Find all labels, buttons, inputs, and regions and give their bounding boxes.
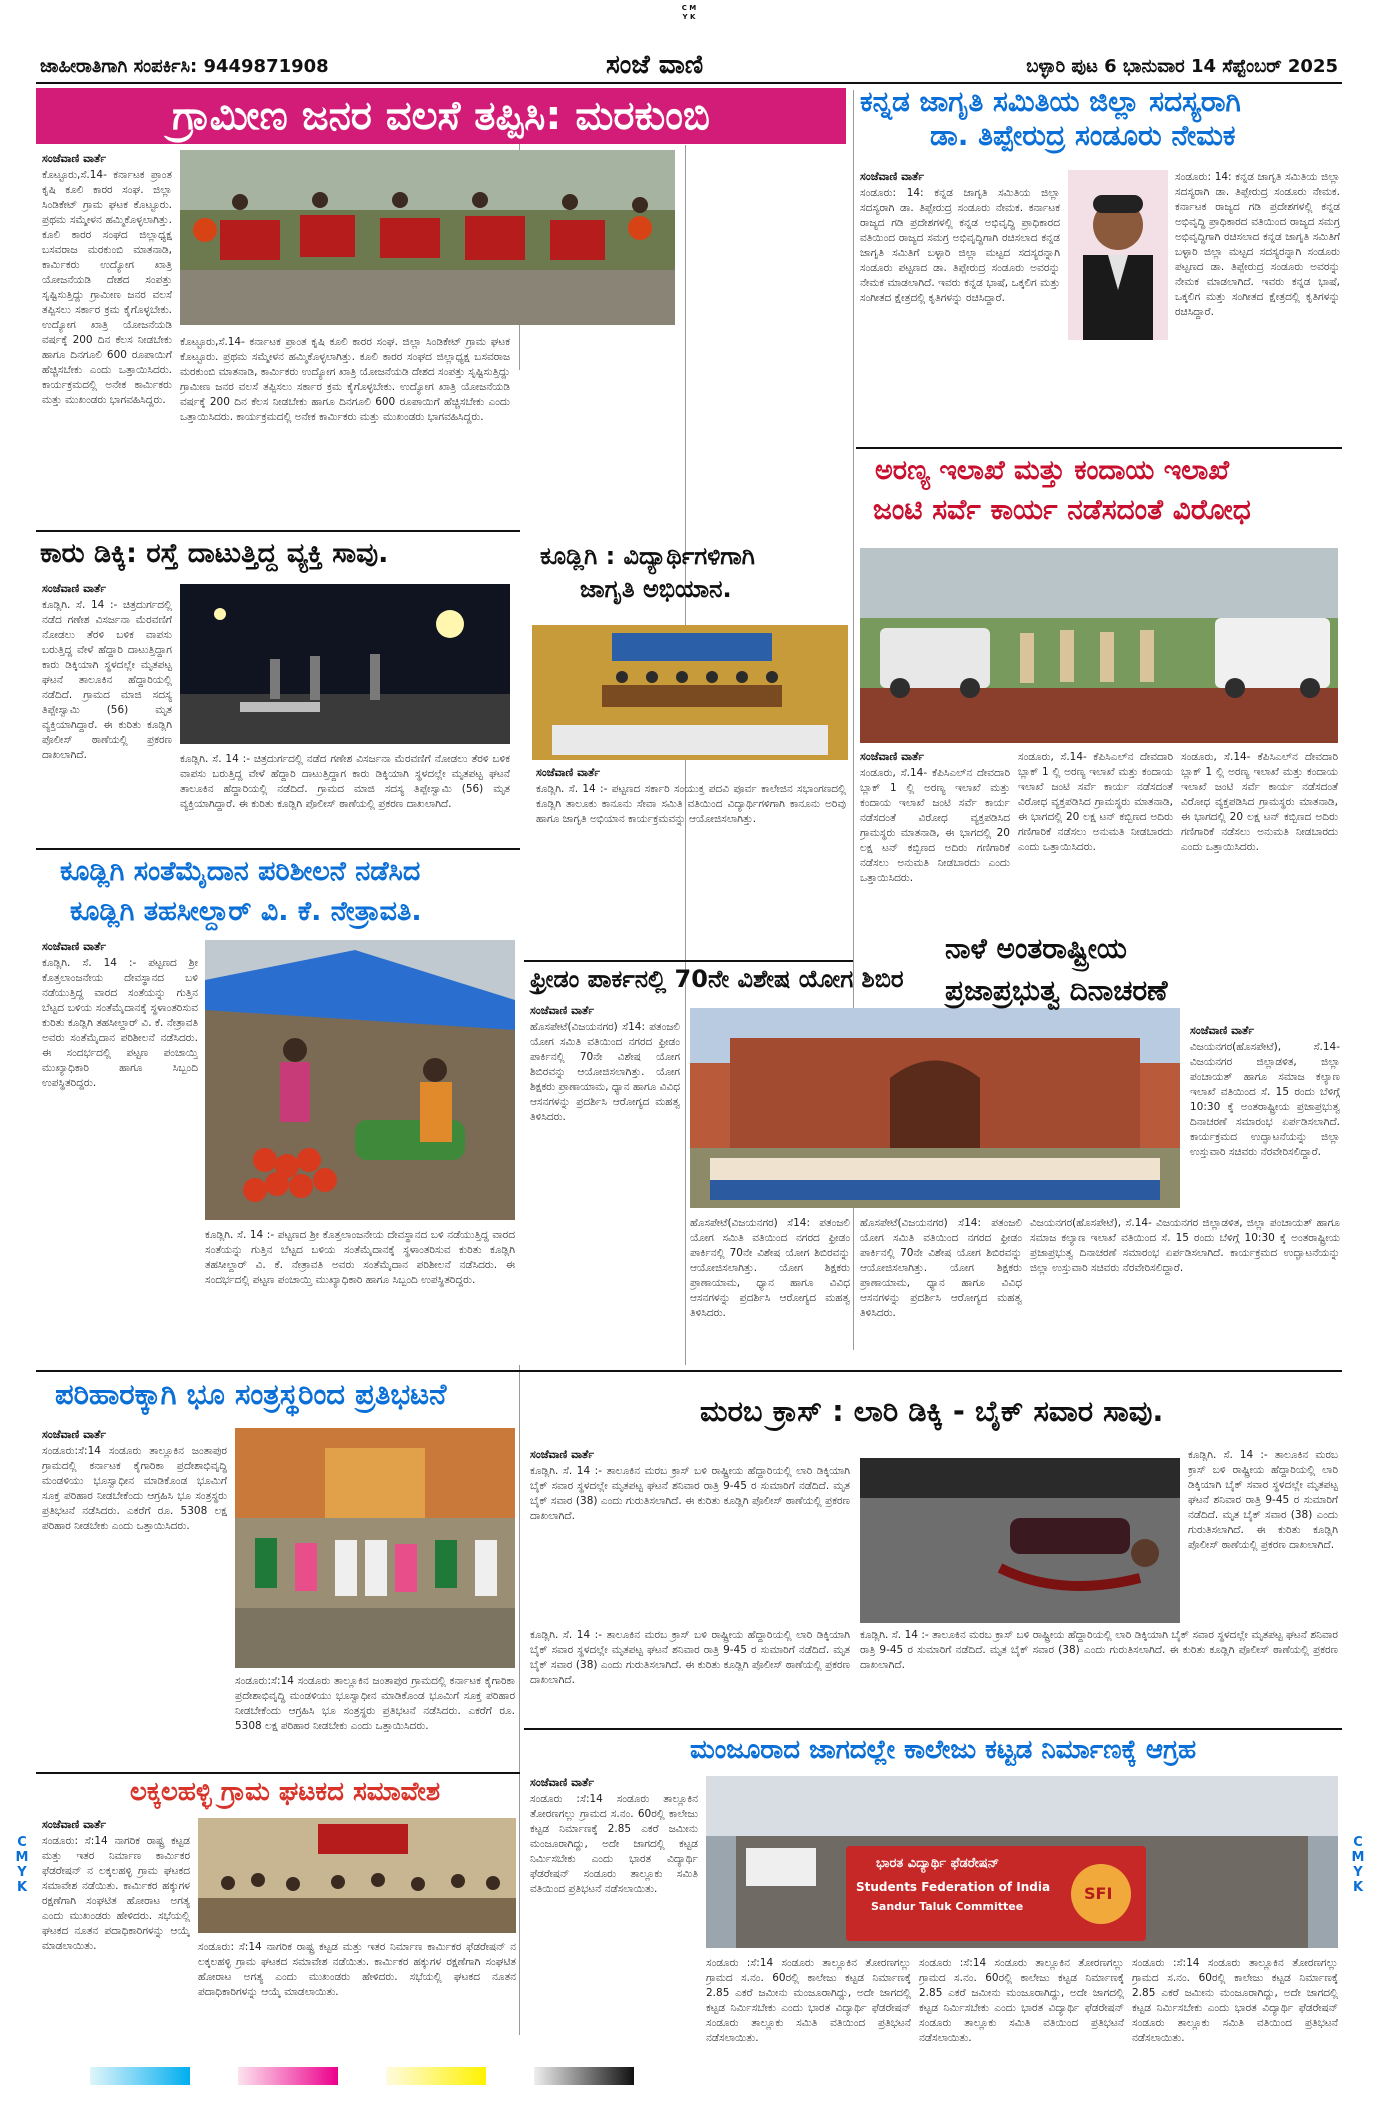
- headline-a7: ಫ್ರೀಡಂ ಪಾರ್ಕನಲ್ಲಿ 70ನೇ ವಿಶೇಷ ಯೋಗ ಶಿಬಿರ: [530, 965, 904, 993]
- byline-a8: ಸಂಜೆವಾಣಿ ವಾರ್ತೆ: [1190, 1024, 1255, 1037]
- photo-accident-victim: [860, 1458, 1180, 1623]
- divider: [524, 1728, 1342, 1730]
- page-header: [36, 50, 1342, 84]
- body-a8-cont: ವಿಜಯನಗರ(ಹೊಸಪೇಟೆ), ಸೆ.14- ವಿಜಯನಗರ ಜಿಲ್ಲಾಡಳಿತ, ಜಿಲ್ಲಾ ಪಂಚಾಯತ್ ಹಾಗೂ ಸಮಾಜ ಕಲ್ಯಾಣ ಇಲಾಖೆ ವತಿಯಿಂದ ಸೆ. 15 ರಂದು ಬೆಳಿಗ್ಗೆ 10:30 ಕ್ಕೆ ಅಂತರಾಷ್ಟ್ರೀಯ ಪ್ರಜಾಪ್ರಭುತ್ವ ದಿನಾಚರಣೆ ಸಮಾರಂಭ ಏರ್ಪಡಿಸಲಾಗಿದೆ. ಕಾರ್ಯಕ್ರಮದ ಉದ್ಘಾಟನೆಯನ್ನು ಜಿಲ್ಲಾ ಉಸ್ತುವಾರಿ ಸಚಿವರು ನೆರವೇರಿಸಲಿದ್ದಾರೆ.: [1030, 1217, 1340, 1274]
- market-svg: [205, 940, 515, 1220]
- body-a3: ಕೂಡ್ಲಿಗಿ. ಸೆ. 14 :- ಚಿತ್ರದುರ್ಗದಲ್ಲಿ ನಡೆದ ಗಣೇಶ ವಿಸರ್ಜನಾ ಮೆರವಣಿಗೆ ನೋಡಲು ತೆರಳಿ ಬಳಿಕ ವಾಪಸು ಬರುತ್ತಿದ್ದ ವೇಳೆ ಹೆದ್ದಾರಿ ದಾಟುತ್ತಿದ್ದಾಗ ಕಾರು ಡಿಕ್ಕಿಯಾಗಿ ಸ್ಥಳದಲ್ಲೇ ಮೃತಪಟ್ಟ ಘಟನೆ ತಾಲೂಕಿನ ಹೆದ್ದಾರಿಯಲ್ಲಿ ನಡೆದಿದೆ. ಗ್ರಾಮದ ಮಾಜಿ ಸದಸ್ಯ ತಿಪ್ಪೇಸ್ವಾಮಿ (56) ಮೃತ ವ್ಯಕ್ತಿಯಾಗಿದ್ದಾರೆ. ಈ ಕುರಿತು ಕೂಡ್ಲಿಗಿ ಪೊಲೀಸ್ ಠಾಣೆಯಲ್ಲಿ ಪ್ರಕರಣ ದಾಖಲಾಗಿದೆ.: [42, 599, 172, 761]
- headline-a12: ಮಂಜೂರಾದ ಜಾಗದಲ್ಲೇ ಕಾಲೇಜು ಕಟ್ಟಡ ನಿರ್ಮಾಣಕ್ಕೆ ಆಗ್ರಹ: [690, 1735, 1197, 1765]
- masthead-logo: ಸಂಜೆ ವಾಣಿ: [606, 50, 704, 80]
- headline-a11: ಲಕ್ಕಲಹಳ್ಳಿ ಗ್ರಾಮ ಘಟಕದ ಸಮಾವೇಶ: [130, 1777, 441, 1807]
- body-a2-cont: ಸಂಡೂರು: 14: ಕನ್ನಡ ಜಾಗೃತಿ ಸಮಿತಿಯ ಜಿಲ್ಲಾ ಸದಸ್ಯರಾಗಿ ಡಾ. ತಿಪ್ಪೇರುದ್ರ ಸಂಡೂರು ನೇಮಕ. ಕರ್ನಾಟಕ ರಾಜ್ಯದ ಗಡಿ ಪ್ರದೇಶಗಳಲ್ಲಿ ಕನ್ನಡ ಅಭಿವೃದ್ಧಿ ಪ್ರಾಧಿಕಾರದ ವತಿಯಿಂದ ರಾಜ್ಯದ ಸಮಗ್ರ ಅಭಿವೃದ್ಧಿಗಾಗಿ ರಚಿಸಲಾದ ಕನ್ನಡ ಜಾಗೃತಿ ಸಮಿತಿಗೆ ಬಳ್ಳಾರಿ ಜಿಲ್ಲಾ ಮಟ್ಟದ ಸದಸ್ಯರನ್ನಾಗಿ ಸಂಡೂರು ಪಟ್ಟಣದ ಡಾ. ತಿಪ್ಪೇರುದ್ರ ಸಂಡೂರು ಅವರನ್ನು ನೇಮಕ ಮಾಡಲಾಗಿದೆ. ಇವರು ಕನ್ನಡ ಭಾಷೆ, ಒಕ್ಕಲಿಗ ಮತ್ತು ಸಂಗೀತದ ಕ್ಷೇತ್ರದಲ್ಲಿ ಕೃತಿಗಳನ್ನು ರಚಿಸಿದ್ದಾರೆ.: [1175, 171, 1340, 318]
- byline-a4: ಸಂಜೆವಾಣಿ ವಾರ್ತೆ: [536, 766, 601, 779]
- banner-line-3: Sandur Taluk Committee: [871, 1900, 1024, 1913]
- body-a6-cont: ಕೂಡ್ಲಿಗಿ. ಸೆ. 14 :- ಪಟ್ಟಣದ ಶ್ರೀ ಕೊತ್ತಲಾಂಜನೇಯ ದೇವಸ್ಥಾನದ ಬಳಿ ನಡೆಯುತ್ತಿದ್ದ ವಾರದ ಸಂತೆಯನ್ನು ಗುತ್ತಿನ ಬೆಟ್ಟದ ಬಳಿಯ ಸಂತೆಮೈದಾನಕ್ಕೆ ಸ್ಥಳಾಂತರಿಸುವ ಕುರಿತು ಕೂಡ್ಲಿಗಿ ತಹಸೀಲ್ದಾರ್ ವಿ. ಕೆ. ನೇತ್ರಾವತಿ ಅವರು ಸಂತೆಮೈದಾನ ಪರಿಶೀಲನೆ ನಡೆಸಿದರು. ಈ ಸಂದರ್ಭದಲ್ಲಿ ಪಟ್ಟಣ ಪಂಚಾಯ್ತಿ ಮುಖ್ಯಾಧಿಕಾರಿ ಹಾಗೂ ಸಿಬ್ಬಂದಿ ಉಪಸ್ಥಿತರಿದ್ದರು.: [205, 1229, 515, 1286]
- yoga-svg: [690, 1008, 1180, 1208]
- byline-a9: ಸಂಜೆವಾಣಿ ವಾರ್ತೆ: [42, 1428, 107, 1441]
- photo-protest-group-svg: [180, 150, 675, 325]
- photo-vegetable-market: [205, 940, 515, 1220]
- headline-a4: ಕೂಡ್ಲಿಗಿ : ವಿದ್ಯಾರ್ಥಿಗಳಿಗಾಗಿ: [540, 542, 755, 570]
- headline-a2-line2: ಡಾ. ತಿಪ್ಪೇರುದ್ರ ಸಂಡೂರು ನೇಮಕ: [930, 119, 1236, 152]
- headline-a10: ಮರಬ ಕ್ರಾಸ್ : ಲಾರಿ ಡಿಕ್ಕಿ - ಬೈಕ್ ಸವಾರ ಸಾವು.: [700, 1394, 1164, 1428]
- temple-svg: [235, 1428, 515, 1668]
- cmyk-side-left: C M Y K: [15, 1835, 29, 1895]
- body-a1: ಕೊಟ್ಟೂರು,ಸೆ.14- ಕರ್ನಾಟಕ ಪ್ರಾಂತ ಕೃಷಿ ಕೂಲಿ ಕಾರರ ಸಂಘ. ಜಿಲ್ಲಾ ಸಿಂಡಿಕೇಟ್ ಗ್ರಾಮ ಘಟಕ ಕೊಟ್ಟೂರು. ಪ್ರಥಮ ಸಮ್ಮೇಳನ ಹಮ್ಮಿಕೊಳ್ಳಲಾಗಿತ್ತು. ಕೂಲಿ ಕಾರರ ಸಂಘದ ಜಿಲ್ಲಾಧ್ಯಕ್ಷ ಬಸವರಾಜ ಮರಕುಂಬಿ ಮಾತನಾಡಿ, ಕಾರ್ಮಿಕರು ಉದ್ಯೋಗ ಖಾತ್ರಿ ಯೋಜನೆಯಡಿ ದೇಶದ ಸಂಪತ್ತು ಸೃಷ್ಟಿಸುತ್ತಿದ್ದು ಗ್ರಾಮೀಣ ಜನರ ವಲಸೆ ತಪ್ಪಿಸಲು ಸರ್ಕಾರ ಕ್ರಮ ಕೈಗೊಳ್ಳಬೇಕು. ಉದ್ಯೋಗ ಖಾತ್ರಿ ಯೋಜನೆಯಡಿ ವರ್ಷಕ್ಕೆ 200 ದಿನ ಕೆಲಸ ನೀಡಬೇಕು ಹಾಗೂ ದಿನಗೂಲಿ 600 ರೂಪಾಯಿಗೆ ಹೆಚ್ಚಿಸಬೇಕು ಎಂದು ಒತ್ತಾಯಿಸಿದರು. ಕಾರ್ಯಕ್ರಮದಲ್ಲಿ ಅನೇಕ ಕಾರ್ಮಿಕರು ಮತ್ತು ಮುಖಂಡರು ಭಾಗವಹಿಸಿದ್ದರು.: [42, 169, 172, 406]
- divider: [36, 1370, 1342, 1372]
- headline-a2: ಕನ್ನಡ ಜಾಗೃತಿ ಸಮಿತಿಯ ಜಿಲ್ಲಾ ಸದಸ್ಯರಾಗಿ: [860, 85, 1241, 118]
- headline-a8-line2: ಪ್ರಜಾಪ್ರಭುತ್ವ ದಿನಾಚರಣೆ: [945, 974, 1168, 1007]
- byline-a11: ಸಂಜೆವಾಣಿ ವಾರ್ತೆ: [42, 1818, 107, 1831]
- byline-a6: ಸಂಜೆವಾಣಿ ವಾರ್ತೆ: [42, 940, 107, 953]
- body-a11: ಸಂಡೂರು: ಸೆ:14 ನಾಗರಿಕ ರಾಷ್ಟ್ರ ಕಟ್ಟಡ ಮತ್ತು ಇತರ ನಿರ್ಮಾಣ ಕಾರ್ಮಿಕರ ಫೆಡರೇಷನ್ ನ ಲಕ್ಕಲಹಳ್ಳಿ ಗ್ರಾಮ ಘಟಕದ ಸಮಾವೇಶ ನಡೆಯಿತು. ಕಾರ್ಮಿಕರ ಹಕ್ಕುಗಳ ರಕ್ಷಣೆಗಾಗಿ ಸಂಘಟಿತ ಹೋರಾಟ ಅಗತ್ಯ ಎಂದು ಮುಖಂಡರು ಹೇಳಿದರು. ಸಭೆಯಲ್ಲಿ ಘಟಕದ ನೂತನ ಪದಾಧಿಕಾರಿಗಳನ್ನು ಆಯ್ಕೆ ಮಾಡಲಾಯಿತು.: [42, 1835, 190, 1952]
- banner-line-2: Students Federation of India: [856, 1880, 1051, 1894]
- cmyk-top-label: C M Y K: [681, 4, 697, 21]
- divider: [36, 848, 520, 850]
- body-a12-cont3: ಸಂಡೂರು :ಸೆ:14 ಸಂಡೂರು ತಾಲ್ಲೂಕಿನ ತೋರಣಗಲ್ಲು ಗ್ರಾಮದ ಸ.ನಂ. 60ರಲ್ಲಿ ಕಾಲೇಜು ಕಟ್ಟಡ ನಿರ್ಮಾಣಕ್ಕೆ 2.85 ಎಕರೆ ಜಮೀನು ಮಂಜೂರಾಗಿದ್ದು, ಅದೇ ಜಾಗದಲ್ಲಿ ಕಟ್ಟಡ ನಿರ್ಮಿಸಬೇಕು ಎಂದು ಭಾರತ ವಿದ್ಯಾರ್ಥಿ ಫೆಡರೇಷನ್ ಸಂಡೂರು ತಾಲ್ಲೂಕು ಸಮಿತಿ ವತಿಯಿಂದ ಪ್ರತಿಭಟನೆ ನಡೆಸಲಾಯಿತು.: [1132, 1957, 1338, 2044]
- body-a10-cont2: ಕೂಡ್ಲಿಗಿ. ಸೆ. 14 :- ತಾಲೂಕಿನ ಮರಬ ಕ್ರಾಸ್ ಬಳಿ ರಾಷ್ಟ್ರೀಯ ಹೆದ್ದಾರಿಯಲ್ಲಿ ಲಾರಿ ಡಿಕ್ಕಿಯಾಗಿ ಬೈಕ್ ಸವಾರ ಸ್ಥಳದಲ್ಲೇ ಮೃತಪಟ್ಟ ಘಟನೆ ಶನಿವಾರ ರಾತ್ರಿ 9-45 ರ ಸುಮಾರಿಗೆ ನಡೆದಿದೆ. ಮೃತ ಬೈಕ್ ಸವಾರ (38) ಎಂದು ಗುರುತಿಸಲಾಗಿದೆ. ಈ ಕುರಿತು ಕೂಡ್ಲಿಗಿ ಪೊಲೀಸ್ ಠಾಣೆಯಲ್ಲಿ ಪ್ರಕರಣ ದಾಖಲಾಗಿದೆ.: [530, 1629, 850, 1686]
- body-a8: ವಿಜಯನಗರ(ಹೊಸಪೇಟೆ), ಸೆ.14- ವಿಜಯನಗರ ಜಿಲ್ಲಾಡಳಿತ, ಜಿಲ್ಲಾ ಪಂಚಾಯತ್ ಹಾಗೂ ಸಮಾಜ ಕಲ್ಯಾಣ ಇಲಾಖೆ ವತಿಯಿಂದ ಸೆ. 15 ರಂದು ಬೆಳಿಗ್ಗೆ 10:30 ಕ್ಕೆ ಅಂತರಾಷ್ಟ್ರೀಯ ಪ್ರಜಾಪ್ರಭುತ್ವ ದಿನಾಚರಣೆ ಸಮಾರಂಭ ಏರ್ಪಡಿಸಲಾಗಿದೆ. ಕಾರ್ಯಕ್ರಮದ ಉದ್ಘಾಟನೆಯನ್ನು ಜಿಲ್ಲಾ ಉಸ್ತುವಾರಿ ಸಚಿವರು ನೆರವೇರಿಸಲಿದ್ದಾರೆ.: [1190, 1041, 1340, 1158]
- body-a9-cont: ಸಂಡೂರು:ಸೆ:14 ಸಂಡೂರು ತಾಲ್ಲೂಕಿನ ಜಂತಾಪುರ ಗ್ರಾಮದಲ್ಲಿ ಕರ್ನಾಟಕ ಕೈಗಾರಿಕಾ ಪ್ರದೇಶಾಭಿವೃದ್ಧಿ ಮಂಡಳಿಯು ಭೂಸ್ವಾಧೀನ ಮಾಡಿಕೊಂಡ ಭೂಮಿಗೆ ಸೂಕ್ತ ಪರಿಹಾರ ನೀಡಬೇಕೆಂದು ಆಗ್ರಹಿಸಿ ಭೂ ಸಂತ್ರಸ್ಥರು ಪ್ರತಿಭಟನೆ ನಡೆಸಿದರು. ಎಕರೆಗೆ ರೂ. 5308 ಲಕ್ಷ ಪರಿಹಾರ ನೀಡಬೇಕು ಎಂದು ಒತ್ತಾಯಿಸಿದರು.: [235, 1675, 515, 1732]
- cmyk-side-right: C M Y K: [1351, 1835, 1365, 1895]
- byline-a3: ಸಂಜೆವಾಣಿ ವಾರ್ತೆ: [42, 582, 107, 595]
- body-a12-cont2: ಸಂಡೂರು :ಸೆ:14 ಸಂಡೂರು ತಾಲ್ಲೂಕಿನ ತೋರಣಗಲ್ಲು ಗ್ರಾಮದ ಸ.ನಂ. 60ರಲ್ಲಿ ಕಾಲೇಜು ಕಟ್ಟಡ ನಿರ್ಮಾಣಕ್ಕೆ 2.85 ಎಕರೆ ಜಮೀನು ಮಂಜೂರಾಗಿದ್ದು, ಅದೇ ಜಾಗದಲ್ಲಿ ಕಟ್ಟಡ ನಿರ್ಮಿಸಬೇಕು ಎಂದು ಭಾರತ ವಿದ್ಯಾರ್ಥಿ ಫೆಡರೇಷನ್ ಸಂಡೂರು ತಾಲ್ಲೂಕು ಸಮಿತಿ ವತಿಯಿಂದ ಪ್ರತಿಭಟನೆ ನಡೆಸಲಾಯಿತು.: [919, 1957, 1124, 2044]
- headline-a1: ಗ್ರಾಮೀಣ ಜನರ ವಲಸೆ ತಪ್ಪಿಸಿ: ಮರಕುಂಬಿ: [36, 88, 846, 144]
- body-a6: ಕೂಡ್ಲಿಗಿ. ಸೆ. 14 :- ಪಟ್ಟಣದ ಶ್ರೀ ಕೊತ್ತಲಾಂಜನೇಯ ದೇವಸ್ಥಾನದ ಬಳಿ ನಡೆಯುತ್ತಿದ್ದ ವಾರದ ಸಂತೆಯನ್ನು ಗುತ್ತಿನ ಬೆಟ್ಟದ ಬಳಿಯ ಸಂತೆಮೈದಾನಕ್ಕೆ ಸ್ಥಳಾಂತರಿಸುವ ಕುರಿತು ಕೂಡ್ಲಿಗಿ ತಹಸೀಲ್ದಾರ್ ವಿ. ಕೆ. ನೇತ್ರಾವತಿ ಅವರು ಸಂತೆಮೈದಾನ ಪರಿಶೀಲನೆ ನಡೆಸಿದರು. ಈ ಸಂದರ್ಭದಲ್ಲಿ ಪಟ್ಟಣ ಪಂಚಾಯ್ತಿ ಮುಖ್ಯಾಧಿಕಾರಿ ಹಾಗೂ ಸಿಬ್ಬಂದಿ ಉಪಸ್ಥಿತರಿದ್ದರು.: [42, 957, 198, 1089]
- photo-night-accident: [180, 584, 510, 744]
- color-swatch-black: [534, 2067, 634, 2085]
- photo-student-protest: [706, 1776, 1338, 1948]
- headline-a3: ಕಾರು ಡಿಕ್ಕಿ: ರಸ್ತೆ ದಾಟುತ್ತಿದ್ದ ವ್ಯಕ್ತಿ ಸಾವು.: [40, 538, 389, 569]
- body-a10: ಕೂಡ್ಲಿಗಿ. ಸೆ. 14 :- ತಾಲೂಕಿನ ಮರಬ ಕ್ರಾಸ್ ಬಳಿ ರಾಷ್ಟ್ರೀಯ ಹೆದ್ದಾರಿಯಲ್ಲಿ ಲಾರಿ ಡಿಕ್ಕಿಯಾಗಿ ಬೈಕ್ ಸವಾರ ಸ್ಥಳದಲ್ಲೇ ಮೃತಪಟ್ಟ ಘಟನೆ ಶನಿವಾರ ರಾತ್ರಿ 9-45 ರ ಸುಮಾರಿಗೆ ನಡೆದಿದೆ. ಮೃತ ಬೈಕ್ ಸವಾರ (38) ಎಂದು ಗುರುತಿಸಲಾಗಿದೆ. ಈ ಕುರಿತು ಕೂಡ್ಲಿಗಿ ಪೊಲೀಸ್ ಠಾಣೆಯಲ್ಲಿ ಪ್ರಕರಣ ದಾಖಲಾಗಿದೆ.: [530, 1465, 850, 1522]
- photo-protest-group: [180, 150, 675, 325]
- body-a10-cont3: ಕೂಡ್ಲಿಗಿ. ಸೆ. 14 :- ತಾಲೂಕಿನ ಮರಬ ಕ್ರಾಸ್ ಬಳಿ ರಾಷ್ಟ್ರೀಯ ಹೆದ್ದಾರಿಯಲ್ಲಿ ಲಾರಿ ಡಿಕ್ಕಿಯಾಗಿ ಬೈಕ್ ಸವಾರ ಸ್ಥಳದಲ್ಲೇ ಮೃತಪಟ್ಟ ಘಟನೆ ಶನಿವಾರ ರಾತ್ರಿ 9-45 ರ ಸುಮಾರಿಗೆ ನಡೆದಿದೆ. ಮೃತ ಬೈಕ್ ಸವಾರ (38) ಎಂದು ಗುರುತಿಸಲಾಗಿದೆ. ಈ ಕುರಿತು ಕೂಡ್ಲಿಗಿ ಪೊಲೀಸ್ ಠಾಣೆಯಲ್ಲಿ ಪ್ರಕರಣ ದಾಖಲಾಗಿದೆ.: [860, 1629, 1338, 1671]
- body-a7-cont: ಹೊಸಪೇಟೆ(ವಿಜಯನಗರ) ಸೆ14: ಪತಂಜಲಿ ಯೋಗ ಸಮಿತಿ ವತಿಯಿಂದ ನಗರದ ಫ್ರೀಡಂ ಪಾರ್ಕಿನಲ್ಲಿ 70ನೇ ವಿಶೇಷ ಯೋಗ ಶಿಬಿರವನ್ನು ಆಯೋಜಿಸಲಾಗಿತ್ತು. ಯೋಗ ಶಿಕ್ಷಕರು ಪ್ರಾಣಾಯಾಮ, ಧ್ಯಾನ ಹಾಗೂ ವಿವಿಧ ಆಸನಗಳನ್ನು ಪ್ರದರ್ಶಿಸಿ ಆರೋಗ್ಯದ ಮಹತ್ವ ತಿಳಿಸಿದರು.: [690, 1217, 850, 1319]
- portrait-svg: [1068, 170, 1168, 340]
- body-a2: ಸಂಡೂರು: 14: ಕನ್ನಡ ಜಾಗೃತಿ ಸಮಿತಿಯ ಜಿಲ್ಲಾ ಸದಸ್ಯರಾಗಿ ಡಾ. ತಿಪ್ಪೇರುದ್ರ ಸಂಡೂರು ನೇಮಕ. ಕರ್ನಾಟಕ ರಾಜ್ಯದ ಗಡಿ ಪ್ರದೇಶಗಳಲ್ಲಿ ಕನ್ನಡ ಅಭಿವೃದ್ಧಿ ಪ್ರಾಧಿಕಾರದ ವತಿಯಿಂದ ರಾಜ್ಯದ ಸಮಗ್ರ ಅಭಿವೃದ್ಧಿಗಾಗಿ ರಚಿಸಲಾದ ಕನ್ನಡ ಜಾಗೃತಿ ಸಮಿತಿಗೆ ಬಳ್ಳಾರಿ ಜಿಲ್ಲಾ ಮಟ್ಟದ ಸದಸ್ಯರನ್ನಾಗಿ ಸಂಡೂರು ಪಟ್ಟಣದ ಡಾ. ತಿಪ್ಪೇರುದ್ರ ಸಂಡೂರು ಅವರನ್ನು ನೇಮಕ ಮಾಡಲಾಗಿದೆ. ಇವರು ಕನ್ನಡ ಭಾಷೆ, ಒಕ್ಕಲಿಗ ಮತ್ತು ಸಂಗೀತದ ಕ್ಷೇತ್ರದಲ್ಲಿ ಕೃತಿಗಳನ್ನು ರಚಿಸಿದ್ದಾರೆ.: [860, 187, 1060, 304]
- headline-a6-line2: ಕೂಡ್ಲಿಗಿ ತಹಸೀಲ್ದಾರ್ ವಿ. ಕೆ. ನೇತ್ರಾವತಿ.: [70, 896, 422, 927]
- cmyk-mark-top: [678, 4, 700, 24]
- photo-students-seminar: [532, 625, 848, 760]
- night-accident-svg: [180, 584, 510, 744]
- byline-a12: ಸಂಜೆವಾಣಿ ವಾರ್ತೆ: [530, 1776, 595, 1789]
- body-a5-cont: ಸಂಡೂರು, ಸೆ.14- ಕೆಪಿಸಿಎಲ್‌ನ ದೇವದಾರಿ ಬ್ಲಾಕ್ 1 ಲ್ಲಿ ಅರಣ್ಯ ಇಲಾಖೆ ಮತ್ತು ಕಂದಾಯ ಇಲಾಖೆ ಜಂಟಿ ಸರ್ವೆ ಕಾರ್ಯ ನಡೆಸದಂತೆ ವಿರೋಧ ವ್ಯಕ್ತಪಡಿಸಿದ ಗ್ರಾಮಸ್ಥರು ಮಾತನಾಡಿ, ಈ ಭಾಗದಲ್ಲಿ 20 ಲಕ್ಷ ಟನ್ ಕಬ್ಬಿಣದ ಅದಿರು ಗಣಿಗಾರಿಕೆ ನಡೆಸಲು ಅನುಮತಿ ನೀಡಬಾರದು ಎಂದು ಒತ್ತಾಯಿಸಿದರು.: [1018, 751, 1173, 853]
- banner-line-1: ಭಾರತ ವಿದ್ಯಾರ್ಥಿ ಫೆಡರೇಷನ್: [876, 1856, 1000, 1871]
- seminar-svg: [532, 625, 848, 760]
- headline-a6: ಕೂಡ್ಲಿಗಿ ಸಂತೆಮೈದಾನ ಪರಿಶೀಲನೆ ನಡೆಸಿದ: [60, 856, 421, 887]
- banner-logo: SFI: [1084, 1884, 1113, 1903]
- divider: [524, 960, 853, 962]
- body-a7: ಹೊಸಪೇಟೆ(ವಿಜಯನಗರ) ಸೆ14: ಪತಂಜಲಿ ಯೋಗ ಸಮಿತಿ ವತಿಯಿಂದ ನಗರದ ಫ್ರೀಡಂ ಪಾರ್ಕಿನಲ್ಲಿ 70ನೇ ವಿಶೇಷ ಯೋಗ ಶಿಬಿರವನ್ನು ಆಯೋಜಿಸಲಾಗಿತ್ತು. ಯೋಗ ಶಿಕ್ಷಕರು ಪ್ರಾಣಾಯಾಮ, ಧ್ಯಾನ ಹಾಗೂ ವಿವಿಧ ಆಸನಗಳನ್ನು ಪ್ರದರ್ಶಿಸಿ ಆರೋಗ್ಯದ ಮಹತ್ವ ತಿಳಿಸಿದರು.: [530, 1021, 680, 1123]
- byline-a2: ಸಂಜೆವಾಣಿ ವಾರ್ತೆ: [860, 170, 925, 183]
- body-a12: ಸಂಡೂರು :ಸೆ:14 ಸಂಡೂರು ತಾಲ್ಲೂಕಿನ ತೋರಣಗಲ್ಲು ಗ್ರಾಮದ ಸ.ನಂ. 60ರಲ್ಲಿ ಕಾಲೇಜು ಕಟ್ಟಡ ನಿರ್ಮಾಣಕ್ಕೆ 2.85 ಎಕರೆ ಜಮೀನು ಮಂಜೂರಾಗಿದ್ದು, ಅದೇ ಜಾಗದಲ್ಲಿ ಕಟ್ಟಡ ನಿರ್ಮಿಸಬೇಕು ಎಂದು ಭಾರತ ವಿದ್ಯಾರ್ಥಿ ಫೆಡರೇಷನ್ ಸಂಡೂರು ತಾಲ್ಲೂಕು ಸಮಿತಿ ವತಿಯಿಂದ ಪ್ರತಿಭಟನೆ ನಡೆಸಲಾಯಿತು.: [530, 1793, 698, 1895]
- byline-a5: ಸಂಜೆವಾಣಿ ವಾರ್ತೆ: [860, 750, 925, 763]
- body-a3-cont: ಕೂಡ್ಲಿಗಿ. ಸೆ. 14 :- ಚಿತ್ರದುರ್ಗದಲ್ಲಿ ನಡೆದ ಗಣೇಶ ವಿಸರ್ಜನಾ ಮೆರವಣಿಗೆ ನೋಡಲು ತೆರಳಿ ಬಳಿಕ ವಾಪಸು ಬರುತ್ತಿದ್ದ ವೇಳೆ ಹೆದ್ದಾರಿ ದಾಟುತ್ತಿದ್ದಾಗ ಕಾರು ಡಿಕ್ಕಿಯಾಗಿ ಸ್ಥಳದಲ್ಲೇ ಮೃತಪಟ್ಟ ಘಟನೆ ತಾಲೂಕಿನ ಹೆದ್ದಾರಿಯಲ್ಲಿ ನಡೆದಿದೆ. ಗ್ರಾಮದ ಮಾಜಿ ಸದಸ್ಯ ತಿಪ್ಪೇಸ್ವಾಮಿ (56) ಮೃತ ವ್ಯಕ್ತಿಯಾಗಿದ್ದಾರೆ. ಈ ಕುರಿತು ಕೂಡ್ಲಿಗಿ ಪೊಲೀಸ್ ಠಾಣೆಯಲ್ಲಿ ಪ್ರಕರಣ ದಾಖಲಾಗಿದೆ.: [180, 753, 510, 810]
- headline-a4-line2: ಜಾಗೃತಿ ಅಭಿಯಾನ.: [580, 575, 732, 603]
- body-a5: ಸಂಡೂರು, ಸೆ.14- ಕೆಪಿಸಿಎಲ್‌ನ ದೇವದಾರಿ ಬ್ಲಾಕ್ 1 ಲ್ಲಿ ಅರಣ್ಯ ಇಲಾಖೆ ಮತ್ತು ಕಂದಾಯ ಇಲಾಖೆ ಜಂಟಿ ಸರ್ವೆ ಕಾರ್ಯ ನಡೆಸದಂತೆ ವಿರೋಧ ವ್ಯಕ್ತಪಡಿಸಿದ ಗ್ರಾಮಸ್ಥರು ಮಾತನಾಡಿ, ಈ ಭಾಗದಲ್ಲಿ 20 ಲಕ್ಷ ಟನ್ ಕಬ್ಬಿಣದ ಅದಿರು ಗಣಿಗಾರಿಕೆ ನಡೆಸಲು ಅನುಮತಿ ನೀಡಬಾರದು ಎಂದು ಒತ್ತಾಯಿಸಿದರು.: [860, 767, 1010, 884]
- photo-meeting-group: [198, 1818, 516, 1933]
- body-a12-cont: ಸಂಡೂರು :ಸೆ:14 ಸಂಡೂರು ತಾಲ್ಲೂಕಿನ ತೋರಣಗಲ್ಲು ಗ್ರಾಮದ ಸ.ನಂ. 60ರಲ್ಲಿ ಕಾಲೇಜು ಕಟ್ಟಡ ನಿರ್ಮಾಣಕ್ಕೆ 2.85 ಎಕರೆ ಜಮೀನು ಮಂಜೂರಾಗಿದ್ದು, ಅದೇ ಜಾಗದಲ್ಲಿ ಕಟ್ಟಡ ನಿರ್ಮಿಸಬೇಕು ಎಂದು ಭಾರತ ವಿದ್ಯಾರ್ಥಿ ಫೆಡರೇಷನ್ ಸಂಡೂರು ತಾಲ್ಲೂಕು ಸಮಿತಿ ವತಿಯಿಂದ ಪ್ರತಿಭಟನೆ ನಡೆಸಲಾಯಿತು.: [706, 1957, 911, 2044]
- headline-a9: ಪರಿಹಾರಕ್ಕಾಗಿ ಭೂ ಸಂತ್ರಸ್ಥರಿಂದ ಪ್ರತಿಭಟನೆ: [55, 1377, 447, 1411]
- headline-a5: ಅರಣ್ಯ ಇಲಾಖೆ ಮತ್ತು ಕಂದಾಯ ಇಲಾಖೆ: [875, 455, 1230, 486]
- byline-a7: ಸಂಜೆವಾಣಿ ವಾರ್ತೆ: [530, 1004, 595, 1017]
- color-swatch-yellow: [386, 2067, 486, 2085]
- divider: [856, 447, 1342, 449]
- body-a7-cont2: ಹೊಸಪೇಟೆ(ವಿಜಯನಗರ) ಸೆ14: ಪತಂಜಲಿ ಯೋಗ ಸಮಿತಿ ವತಿಯಿಂದ ನಗರದ ಫ್ರೀಡಂ ಪಾರ್ಕಿನಲ್ಲಿ 70ನೇ ವಿಶೇಷ ಯೋಗ ಶಿಬಿರವನ್ನು ಆಯೋಜಿಸಲಾಗಿತ್ತು. ಯೋಗ ಶಿಕ್ಷಕರು ಪ್ರಾಣಾಯಾಮ, ಧ್ಯಾನ ಹಾಗೂ ವಿವಿಧ ಆಸನಗಳನ್ನು ಪ್ರದರ್ಶಿಸಿ ಆರೋಗ್ಯದ ಮಹತ್ವ ತಿಳಿಸಿದರು.: [860, 1217, 1022, 1319]
- body-a5-cont2: ಸಂಡೂರು, ಸೆ.14- ಕೆಪಿಸಿಎಲ್‌ನ ದೇವದಾರಿ ಬ್ಲಾಕ್ 1 ಲ್ಲಿ ಅರಣ್ಯ ಇಲಾಖೆ ಮತ್ತು ಕಂದಾಯ ಇಲಾಖೆ ಜಂಟಿ ಸರ್ವೆ ಕಾರ್ಯ ನಡೆಸದಂತೆ ವಿರೋಧ ವ್ಯಕ್ತಪಡಿಸಿದ ಗ್ರಾಮಸ್ಥರು ಮಾತನಾಡಿ, ಈ ಭಾಗದಲ್ಲಿ 20 ಲಕ್ಷ ಟನ್ ಕಬ್ಬಿಣದ ಅದಿರು ಗಣಿಗಾರಿಕೆ ನಡೆಸಲು ಅನುಮತಿ ನೀಡಬಾರದು ಎಂದು ಒತ್ತಾಯಿಸಿದರು.: [1181, 751, 1338, 853]
- student-protest-svg: [706, 1776, 1338, 1948]
- byline-a1: ಸಂಜೆವಾಣಿ ವಾರ್ತೆ: [42, 152, 107, 165]
- page-info: ಬಳ್ಳಾರಿ ಪುಟ 6 ಭಾನುವಾರ 14 ಸೆಪ್ಟೆಂಬರ್ 2025: [1026, 56, 1338, 77]
- body-a4: ಕೂಡ್ಲಿಗಿ. ಸೆ. 14 :- ಪಟ್ಟಣದ ಸರ್ಕಾರಿ ಸಂಯುಕ್ತ ಪದವಿ ಪೂರ್ವ ಕಾಲೇಜಿನ ಸಭಾಂಗಣದಲ್ಲಿ ಕೂಡ್ಲಿಗಿ ತಾಲೂಕು ಕಾನೂನು ಸೇವಾ ಸಮಿತಿ ವತಿಯಿಂದ ವಿದ್ಯಾರ್ಥಿಗಳಿಗಾಗಿ ಕಾನೂನು ಅರಿವು ಹಾಗೂ ಜಾಗೃತಿ ಅಭಿಯಾನ ಕಾರ್ಯಕ್ರಮವನ್ನು ಆಯೋಜಿಸಲಾಗಿತ್ತು.: [536, 783, 846, 825]
- ad-contact: ಜಾಹೀರಾತಿಗಾಗಿ ಸಂಪರ್ಕಿಸಿ: 9449871908: [40, 56, 329, 77]
- body-a1-cont: ಕೊಟ್ಟೂರು,ಸೆ.14- ಕರ್ನಾಟಕ ಪ್ರಾಂತ ಕೃಷಿ ಕೂಲಿ ಕಾರರ ಸಂಘ. ಜಿಲ್ಲಾ ಸಿಂಡಿಕೇಟ್ ಗ್ರಾಮ ಘಟಕ ಕೊಟ್ಟೂರು. ಪ್ರಥಮ ಸಮ್ಮೇಳನ ಹಮ್ಮಿಕೊಳ್ಳಲಾಗಿತ್ತು. ಕೂಲಿ ಕಾರರ ಸಂಘದ ಜಿಲ್ಲಾಧ್ಯಕ್ಷ ಬಸವರಾಜ ಮರಕುಂಬಿ ಮಾತನಾಡಿ, ಕಾರ್ಮಿಕರು ಉದ್ಯೋಗ ಖಾತ್ರಿ ಯೋಜನೆಯಡಿ ದೇಶದ ಸಂಪತ್ತು ಸೃಷ್ಟಿಸುತ್ತಿದ್ದು ಗ್ರಾಮೀಣ ಜನರ ವಲಸೆ ತಪ್ಪಿಸಲು ಸರ್ಕಾರ ಕ್ರಮ ಕೈಗೊಳ್ಳಬೇಕು. ಉದ್ಯೋಗ ಖಾತ್ರಿ ಯೋಜನೆಯಡಿ ವರ್ಷಕ್ಕೆ 200 ದಿನ ಕೆಲಸ ನೀಡಬೇಕು ಹಾಗೂ ದಿನಗೂಲಿ 600 ರೂಪಾಯಿಗೆ ಹೆಚ್ಚಿಸಬೇಕು ಎಂದು ಒತ್ತಾಯಿಸಿದರು. ಕಾರ್ಯಕ್ರಮದಲ್ಲಿ ಅನೇಕ ಕಾರ್ಮಿಕರು ಮತ್ತು ಮುಖಂಡರು ಭಾಗವಹಿಸಿದ್ದರು.: [180, 336, 510, 423]
- divider: [36, 1772, 520, 1774]
- photo-protest-temple: [235, 1428, 515, 1668]
- column-rule: [519, 1365, 520, 2035]
- photo-officials-jeeps: [860, 548, 1338, 743]
- byline-a10: ಸಂಜೆವಾಣಿ ವಾರ್ತೆ: [530, 1448, 595, 1461]
- color-swatch-magenta: [238, 2067, 338, 2085]
- photo-portrait: [1068, 170, 1168, 340]
- divider: [36, 530, 520, 532]
- headline-a8: ನಾಳೆ ಅಂತರಾಷ್ಟ್ರೀಯ: [945, 932, 1127, 965]
- meeting-svg: [198, 1818, 516, 1933]
- jeeps-svg: [860, 548, 1338, 743]
- accident-victim-svg: [860, 1458, 1180, 1623]
- body-a10-cont: ಕೂಡ್ಲಿಗಿ. ಸೆ. 14 :- ತಾಲೂಕಿನ ಮರಬ ಕ್ರಾಸ್ ಬಳಿ ರಾಷ್ಟ್ರೀಯ ಹೆದ್ದಾರಿಯಲ್ಲಿ ಲಾರಿ ಡಿಕ್ಕಿಯಾಗಿ ಬೈಕ್ ಸವಾರ ಸ್ಥಳದಲ್ಲೇ ಮೃತಪಟ್ಟ ಘಟನೆ ಶನಿವಾರ ರಾತ್ರಿ 9-45 ರ ಸುಮಾರಿಗೆ ನಡೆದಿದೆ. ಮೃತ ಬೈಕ್ ಸವಾರ (38) ಎಂದು ಗುರುತಿಸಲಾಗಿದೆ. ಈ ಕುರಿತು ಕೂಡ್ಲಿಗಿ ಪೊಲೀಸ್ ಠಾಣೆಯಲ್ಲಿ ಪ್ರಕರಣ ದಾಖಲಾಗಿದೆ.: [1188, 1449, 1338, 1551]
- body-a11-cont: ಸಂಡೂರು: ಸೆ:14 ನಾಗರಿಕ ರಾಷ್ಟ್ರ ಕಟ್ಟಡ ಮತ್ತು ಇತರ ನಿರ್ಮಾಣ ಕಾರ್ಮಿಕರ ಫೆಡರೇಷನ್ ನ ಲಕ್ಕಲಹಳ್ಳಿ ಗ್ರಾಮ ಘಟಕದ ಸಮಾವೇಶ ನಡೆಯಿತು. ಕಾರ್ಮಿಕರ ಹಕ್ಕುಗಳ ರಕ್ಷಣೆಗಾಗಿ ಸಂಘಟಿತ ಹೋರಾಟ ಅಗತ್ಯ ಎಂದು ಮುಖಂಡರು ಹೇಳಿದರು. ಸಭೆಯಲ್ಲಿ ಘಟಕದ ನೂತನ ಪದಾಧಿಕಾರಿಗಳನ್ನು ಆಯ್ಕೆ ಮಾಡಲಾಯಿತು.: [198, 1941, 516, 1998]
- body-a9: ಸಂಡೂರು:ಸೆ:14 ಸಂಡೂರು ತಾಲ್ಲೂಕಿನ ಜಂತಾಪುರ ಗ್ರಾಮದಲ್ಲಿ ಕರ್ನಾಟಕ ಕೈಗಾರಿಕಾ ಪ್ರದೇಶಾಭಿವೃದ್ಧಿ ಮಂಡಳಿಯು ಭೂಸ್ವಾಧೀನ ಮಾಡಿಕೊಂಡ ಭೂಮಿಗೆ ಸೂಕ್ತ ಪರಿಹಾರ ನೀಡಬೇಕೆಂದು ಆಗ್ರಹಿಸಿ ಭೂ ಸಂತ್ರಸ್ಥರು ಪ್ರತಿಭಟನೆ ನಡೆಸಿದರು. ಎಕರೆಗೆ ರೂ. 5308 ಲಕ್ಷ ಪರಿಹಾರ ನೀಡಬೇಕು ಎಂದು ಒತ್ತಾಯಿಸಿದರು.: [42, 1445, 227, 1532]
- color-swatch-cyan: [90, 2067, 190, 2085]
- photo-yoga-camp: [690, 1008, 1180, 1208]
- headline-a5-line2: ಜಂಟಿ ಸರ್ವೆ ಕಾರ್ಯ ನಡೆಸದಂತೆ ವಿರೋಧ: [873, 493, 1251, 526]
